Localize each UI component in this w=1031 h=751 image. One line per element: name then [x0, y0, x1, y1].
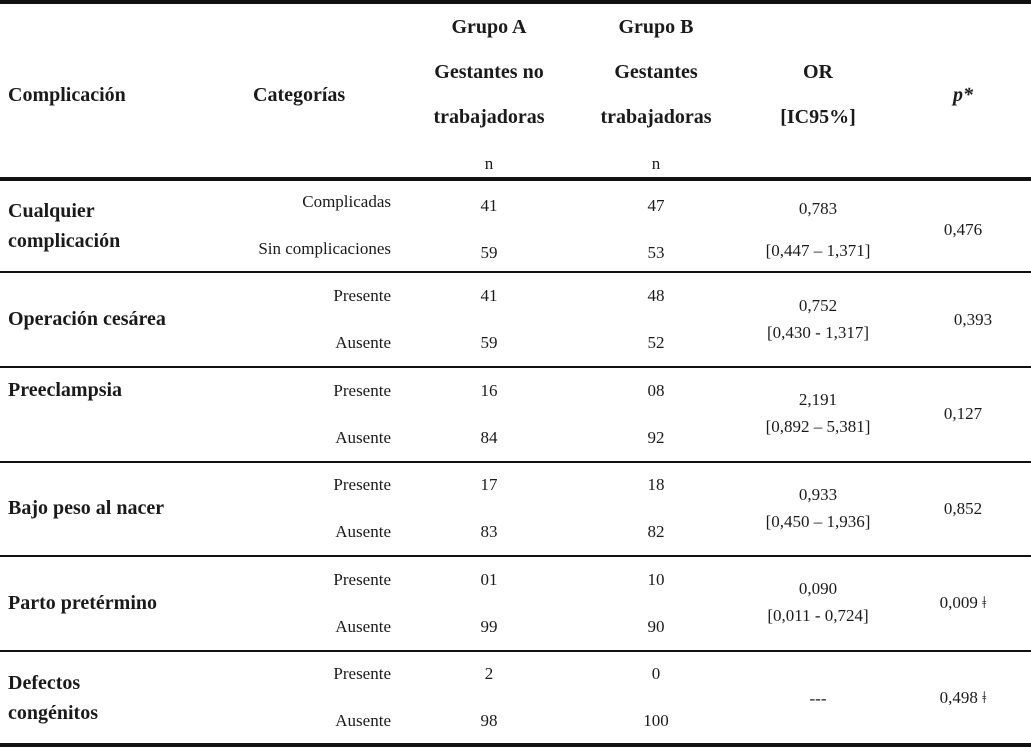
header-p-value: p*	[953, 84, 973, 106]
row-4-b2: 82	[647, 522, 665, 541]
row-5-a2: 99	[480, 617, 498, 636]
row-divider	[0, 555, 1031, 557]
header-categorias: Categorías	[253, 84, 346, 106]
row-2-cat1: Presente	[333, 286, 391, 305]
row-6-a2: 98	[480, 711, 498, 730]
row-6-complicacion-line2: congénitos	[8, 702, 98, 724]
header-grupo-a-line3: trabajadoras	[433, 106, 545, 128]
row-6-a1: 2	[484, 664, 494, 683]
row-4-a1: 17	[480, 475, 498, 494]
row-divider	[0, 271, 1031, 273]
row-5-b2: 90	[647, 617, 665, 636]
row-3-b2: 92	[647, 428, 665, 447]
row-1-complicacion-line1: Cualquier	[8, 200, 95, 222]
header-or: OR	[803, 61, 833, 83]
row-2-or: 0,752	[798, 296, 838, 315]
header-grupo-b-line2: Gestantes	[614, 61, 698, 83]
row-2-ci: [0,430 - 1,317]	[767, 323, 869, 342]
header-grupo-a-line2: Gestantes no	[434, 61, 544, 83]
row-4-b1: 18	[647, 475, 665, 494]
row-3-or: 2,191	[798, 390, 838, 409]
header-grupo-b-title: Grupo B	[618, 16, 694, 38]
top-rule	[0, 0, 1031, 4]
header-complicacion: Complicación	[8, 84, 126, 106]
row-divider	[0, 650, 1031, 652]
row-1-a1: 41	[480, 196, 498, 215]
row-4-a2: 83	[480, 522, 498, 541]
row-5-b1: 10	[647, 570, 665, 589]
row-3-cat1: Presente	[333, 381, 391, 400]
row-6-b2: 100	[643, 711, 669, 730]
row-5-ci: [0,011 - 0,724]	[767, 606, 869, 625]
row-1-cat1: Complicadas	[302, 192, 391, 211]
row-2-b1: 48	[647, 286, 665, 305]
row-1-complicacion-line2: complicación	[8, 230, 121, 252]
row-2-complicacion: Operación cesárea	[8, 308, 166, 330]
row-2-b2: 52	[647, 333, 665, 352]
row-5-a1: 01	[480, 570, 498, 589]
bottom-rule	[0, 743, 1031, 747]
row-1-cat2: Sin complicaciones	[258, 239, 391, 258]
row-3-b1: 08	[647, 381, 665, 400]
header-rule	[0, 177, 1031, 181]
row-5-p: 0,009 ǂ	[939, 593, 987, 612]
row-4-or: 0,933	[798, 485, 838, 504]
header-grupo-a-title: Grupo A	[451, 16, 527, 38]
row-2-p: 0,393	[953, 310, 993, 329]
row-6-or: ---	[809, 689, 827, 708]
row-6-b1: 0	[651, 664, 661, 683]
row-1-a2: 59	[480, 243, 498, 262]
row-5-or: 0,090	[798, 579, 838, 598]
row-1-ci: [0,447 – 1,371]	[765, 241, 871, 260]
header-grupo-b-n: n	[651, 154, 661, 173]
row-1-p: 0,476	[943, 220, 983, 239]
row-3-a1: 16	[480, 381, 498, 400]
row-divider	[0, 366, 1031, 368]
row-5-complicacion: Parto pretérmino	[8, 592, 158, 614]
row-5-cat2: Ausente	[335, 617, 391, 636]
row-2-a1: 41	[480, 286, 498, 305]
row-3-p: 0,127	[943, 404, 983, 423]
row-4-cat1: Presente	[333, 475, 391, 494]
row-1-b2: 53	[647, 243, 665, 262]
row-4-cat2: Ausente	[335, 522, 391, 541]
row-3-cat2: Ausente	[335, 428, 391, 447]
row-3-a2: 84	[480, 428, 498, 447]
header-grupo-a-n: n	[484, 154, 494, 173]
row-6-complicacion-line1: Defectos	[8, 672, 81, 694]
row-6-cat1: Presente	[333, 664, 391, 683]
header-grupo-b-line3: trabajadoras	[600, 106, 712, 128]
row-divider	[0, 461, 1031, 463]
row-3-complicacion: Preeclampsia	[8, 379, 123, 401]
row-5-cat1: Presente	[333, 570, 391, 589]
header-ic95: [IC95%]	[780, 106, 856, 128]
row-1-b1: 47	[647, 196, 665, 215]
row-1-or: 0,783	[798, 199, 838, 218]
row-4-complicacion: Bajo peso al nacer	[8, 497, 165, 519]
row-6-cat2: Ausente	[335, 711, 391, 730]
row-4-ci: [0,450 – 1,936]	[765, 512, 871, 531]
row-3-ci: [0,892 – 5,381]	[765, 417, 871, 436]
row-6-p: 0,498 ǂ	[939, 688, 987, 707]
row-2-a2: 59	[480, 333, 498, 352]
row-4-p: 0,852	[943, 499, 983, 518]
row-2-cat2: Ausente	[335, 333, 391, 352]
